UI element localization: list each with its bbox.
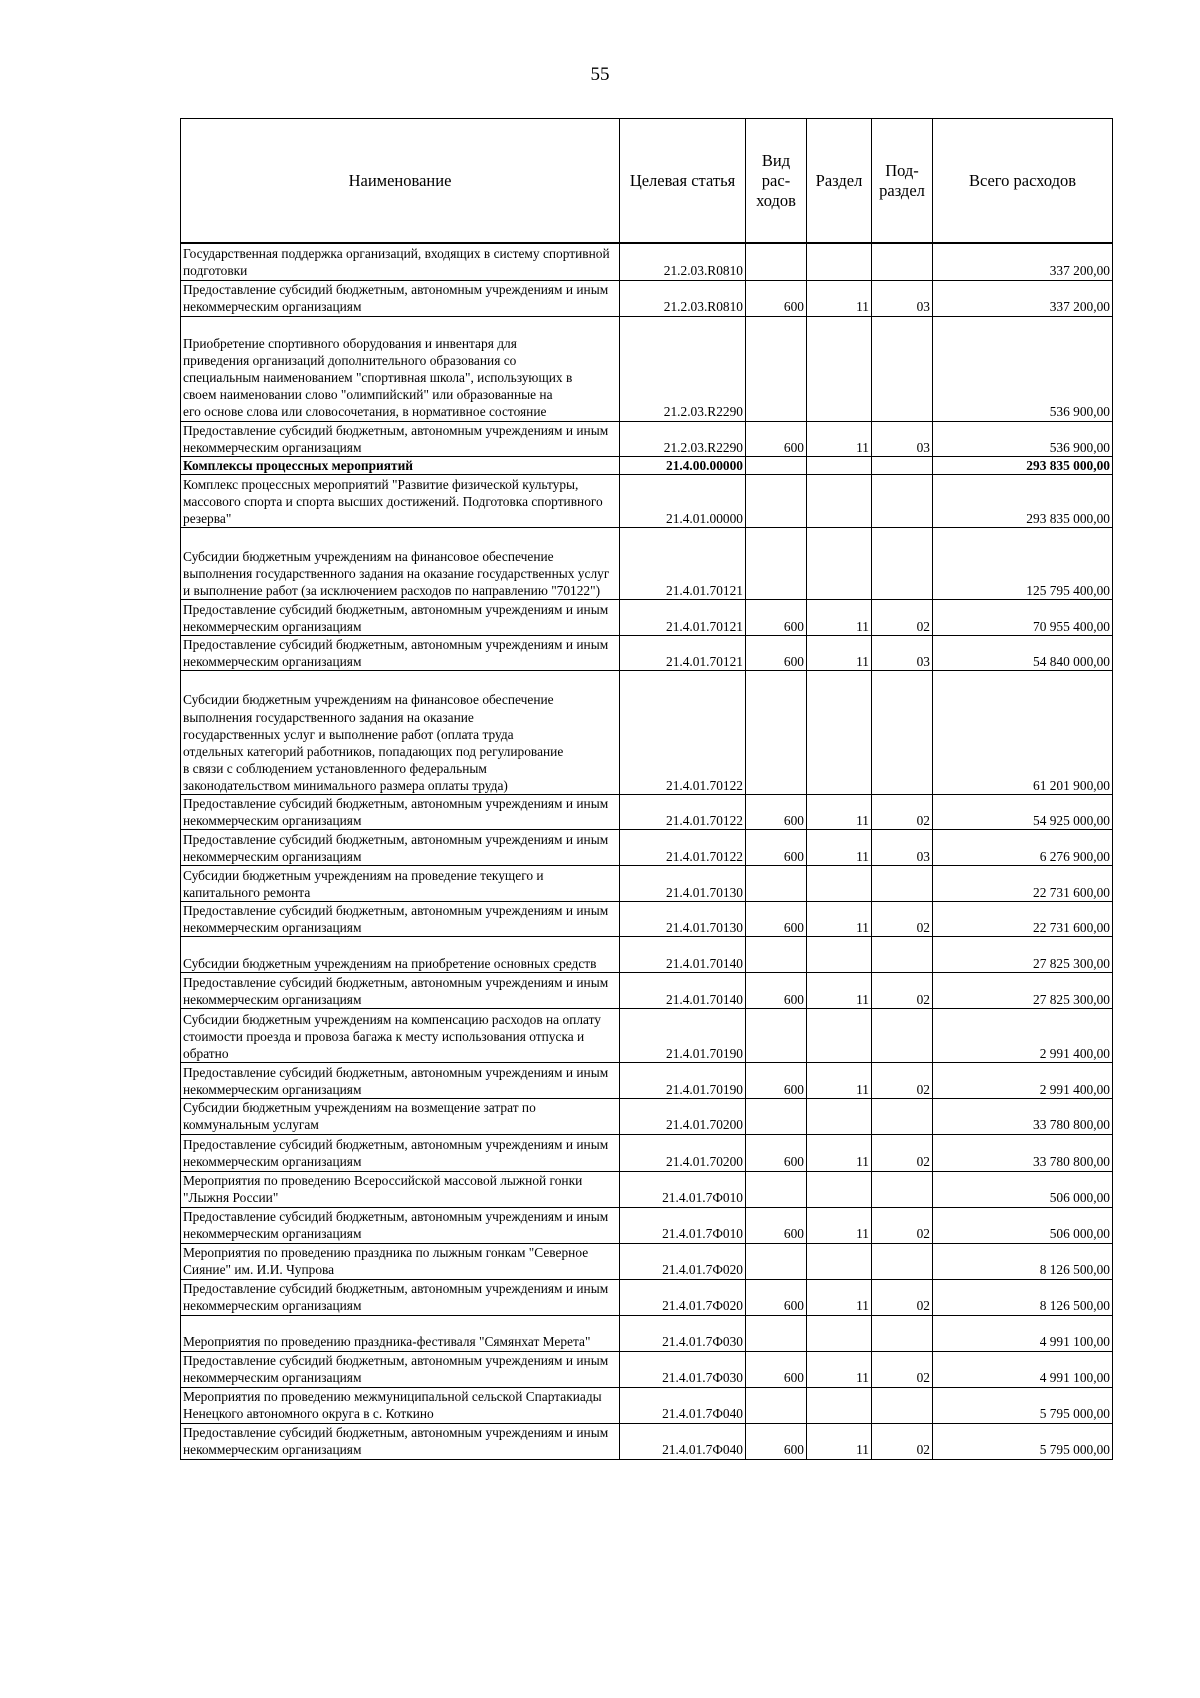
row-expense-type [746,243,807,280]
row-subsection [872,243,933,280]
row-name: Комплекс процессных мероприятий "Развитие физической культуры, массового спорта и спорта высших достижений. Подготовка спортивного резерва" [181,474,620,527]
row-subsection [872,1387,933,1423]
row-expense-type [746,937,807,973]
row-name: Государственная поддержка организаций, входящих в систему спортивной подготовки [181,243,620,280]
row-total: 70 955 400,00 [933,599,1113,635]
row-section [807,1009,872,1063]
table-row [181,1315,1113,1351]
row-section [807,1171,872,1207]
row-subsection: 03 [872,280,933,316]
row-total: 2 991 400,00 [933,1063,1113,1099]
row-total: 506 000,00 [933,1171,1113,1207]
row-section: 11 [807,1207,872,1243]
row-name: Предоставление субсидий бюджетным, автономным учреждениям и иным некоммерческим организациям [181,1351,620,1387]
row-total: 33 780 800,00 [933,1099,1113,1134]
row-name: Приобретение спортивного оборудования и инвентаря для приведения организаций дополнительного образования со специальным наименованием "спортивная школа", использующих в своем наименовании слово "олимпийский" или образованные на его основе слова или словосочетания, в нормативное состояние [181,316,620,421]
row-expense-type [746,1387,807,1423]
row-total: 33 780 800,00 [933,1134,1113,1171]
row-name: Предоставление субсидий бюджетным, автономным учреждениям и иным некоммерческим организациям [181,1063,620,1099]
row-name: Субсидии бюджетным учреждениям на проведение текущего и капитального ремонта [181,866,620,902]
row-target-code: 21.4.01.7Ф020 [620,1279,746,1315]
table-row [181,280,1113,316]
row-total: 4 991 100,00 [933,1351,1113,1387]
row-total: 61 201 900,00 [933,670,1113,794]
row-target-code: 21.2.03.R2290 [620,421,746,456]
row-name: Субсидии бюджетным учреждениям на финансовое обеспечение выполнения государственного задания на оказание государственных услуг и выполнение работ (оплата труда отдельных категорий работников, попадающих под регулирование в связи с соблюдением установленного федеральным законодательством минимального размера оплаты труда) [181,670,620,794]
row-section [807,670,872,794]
row-total: 293 835 000,00 [933,456,1113,474]
table-row [181,1207,1113,1243]
row-name: Предоставление субсидий бюджетным, автономным учреждениям и иным некоммерческим организациям [181,1279,620,1315]
row-total: 293 835 000,00 [933,474,1113,527]
header-expense-type: Вид рас-ходов [746,119,807,244]
table-row [181,794,1113,829]
row-name: Предоставление субсидий бюджетным, автономным учреждениям и иным некоммерческим организациям [181,280,620,316]
row-target-code: 21.4.01.70190 [620,1009,746,1063]
row-name: Предоставление субсидий бюджетным, автономным учреждениям и иным некоммерческим организациям [181,830,620,866]
row-total: 2 991 400,00 [933,1009,1113,1063]
row-expense-type [746,1243,807,1279]
row-target-code: 21.4.01.70121 [620,599,746,635]
row-subsection [872,1243,933,1279]
header-name: Наименование [181,119,620,244]
row-subsection [872,1315,933,1351]
header-row [181,119,1113,244]
row-total: 22 731 600,00 [933,866,1113,902]
row-target-code: 21.2.03.R0810 [620,243,746,280]
table-row [181,973,1113,1009]
row-subsection [872,670,933,794]
row-expense-type [746,1315,807,1351]
row-expense-type: 600 [746,830,807,866]
row-section: 11 [807,830,872,866]
row-target-code: 21.4.01.70122 [620,670,746,794]
row-subsection: 02 [872,1063,933,1099]
row-section: 11 [807,1423,872,1459]
row-section: 11 [807,1134,872,1171]
row-name: Предоставление субсидий бюджетным, автономным учреждениям и иным некоммерческим организациям [181,1423,620,1459]
row-target-code: 21.4.01.70190 [620,1063,746,1099]
row-expense-type [746,866,807,902]
header-subsection: Под-раздел [872,119,933,244]
table-row [181,937,1113,973]
row-total: 27 825 300,00 [933,937,1113,973]
row-target-code: 21.4.01.70200 [620,1099,746,1134]
row-section: 11 [807,1351,872,1387]
table-row [181,1009,1113,1063]
row-expense-type: 600 [746,1279,807,1315]
row-name: Комплексы процессных мероприятий [181,456,620,474]
row-target-code: 21.4.01.70122 [620,830,746,866]
table-row [181,1279,1113,1315]
table-row [181,1134,1113,1171]
row-expense-type: 600 [746,280,807,316]
row-expense-type: 600 [746,1134,807,1171]
row-subsection [872,527,933,599]
table-row [181,1351,1113,1387]
row-total: 54 925 000,00 [933,794,1113,829]
row-subsection: 02 [872,902,933,937]
row-expense-type [746,670,807,794]
row-subsection: 02 [872,599,933,635]
row-expense-type: 600 [746,1351,807,1387]
table-row [181,1099,1113,1134]
table-row [181,1171,1113,1207]
row-section [807,316,872,421]
row-total: 4 991 100,00 [933,1315,1113,1351]
row-subsection: 02 [872,794,933,829]
row-name: Мероприятия по проведению Всероссийской массовой лыжной гонки "Лыжня России" [181,1171,620,1207]
row-target-code: 21.2.03.R2290 [620,316,746,421]
row-target-code: 21.4.01.7Ф010 [620,1207,746,1243]
table-row [181,599,1113,635]
row-expense-type [746,316,807,421]
row-subsection [872,1099,933,1134]
row-name: Предоставление субсидий бюджетным, автономным учреждениям и иным некоммерческим организациям [181,794,620,829]
row-section: 11 [807,635,872,670]
row-target-code: 21.4.01.00000 [620,474,746,527]
table-row [181,1063,1113,1099]
row-target-code: 21.4.01.7Ф040 [620,1423,746,1459]
table-row [181,421,1113,456]
row-expense-type [746,1171,807,1207]
row-subsection: 02 [872,1207,933,1243]
row-target-code: 21.4.01.70200 [620,1134,746,1171]
budget-table [180,118,1113,1460]
row-target-code: 21.4.01.7Ф040 [620,1387,746,1423]
row-subsection [872,866,933,902]
row-total: 125 795 400,00 [933,527,1113,599]
row-name: Субсидии бюджетным учреждениям на возмещение затрат по коммунальным услугам [181,1099,620,1134]
row-target-code: 21.4.01.70122 [620,794,746,829]
row-section: 11 [807,599,872,635]
row-expense-type: 600 [746,973,807,1009]
row-section [807,1099,872,1134]
table-row [181,1387,1113,1423]
row-expense-type: 600 [746,794,807,829]
row-target-code: 21.4.01.70140 [620,973,746,1009]
row-target-code: 21.4.01.70130 [620,902,746,937]
row-target-code: 21.4.01.70121 [620,635,746,670]
row-target-code: 21.4.01.7Ф010 [620,1171,746,1207]
row-section: 11 [807,973,872,1009]
table-row [181,635,1113,670]
row-expense-type: 600 [746,635,807,670]
row-section [807,1387,872,1423]
row-subsection: 02 [872,1423,933,1459]
row-section [807,866,872,902]
row-subsection: 02 [872,1279,933,1315]
table-row [181,527,1113,599]
row-expense-type: 600 [746,421,807,456]
row-subsection [872,456,933,474]
row-expense-type [746,1099,807,1134]
row-subsection: 02 [872,1134,933,1171]
row-expense-type [746,456,807,474]
row-name: Мероприятия по проведению праздника по лыжным гонкам "Северное Сияние" им. И.И. Чупрова [181,1243,620,1279]
row-total: 536 900,00 [933,421,1113,456]
table-row [181,830,1113,866]
row-section [807,527,872,599]
table-row [181,243,1113,280]
table-row [181,670,1113,794]
header-total: Всего расходов [933,119,1113,244]
row-target-code: 21.4.00.00000 [620,456,746,474]
table-row [181,1423,1113,1459]
row-total: 337 200,00 [933,243,1113,280]
row-total: 27 825 300,00 [933,973,1113,1009]
row-expense-type: 600 [746,1423,807,1459]
row-name: Субсидии бюджетным учреждениям на компенсацию расходов на оплату стоимости проезда и провоза багажа к месту использования отпуска и обратно [181,1009,620,1063]
row-total: 22 731 600,00 [933,902,1113,937]
row-name: Предоставление субсидий бюджетным, автономным учреждениям и иным некоммерческим организациям [181,421,620,456]
row-name: Предоставление субсидий бюджетным, автономным учреждениям и иным некоммерческим организациям [181,902,620,937]
row-subsection: 02 [872,973,933,1009]
row-total: 337 200,00 [933,280,1113,316]
row-subsection: 03 [872,421,933,456]
row-total: 5 795 000,00 [933,1387,1113,1423]
row-name: Предоставление субсидий бюджетным, автономным учреждениям и иным некоммерческим организациям [181,599,620,635]
row-name: Мероприятия по проведению межмуниципальной сельской Спартакиады Ненецкого автономного округа в с. Коткино [181,1387,620,1423]
row-section: 11 [807,902,872,937]
row-subsection: 03 [872,830,933,866]
row-target-code: 21.4.01.70130 [620,866,746,902]
row-name: Мероприятия по проведению праздника-фестиваля "Сямянхат Мерета" [181,1315,620,1351]
header-section: Раздел [807,119,872,244]
page-number: 55 [590,64,610,85]
row-section: 11 [807,421,872,456]
row-section: 11 [807,280,872,316]
row-target-code: 21.4.01.7Ф030 [620,1315,746,1351]
table-row [181,902,1113,937]
row-total: 5 795 000,00 [933,1423,1113,1459]
row-target-code: 21.4.01.70121 [620,527,746,599]
row-section: 11 [807,1279,872,1315]
row-expense-type [746,1009,807,1063]
row-expense-type: 600 [746,902,807,937]
row-name: Субсидии бюджетным учреждениям на финансовое обеспечение выполнения государственного задания на оказание государственных услуг и выполнение работ (за исключением расходов по направлению "70122") [181,527,620,599]
row-section [807,1315,872,1351]
row-section [807,937,872,973]
row-subsection [872,1171,933,1207]
row-target-code: 21.4.01.70140 [620,937,746,973]
table-row [181,866,1113,902]
row-subsection [872,316,933,421]
row-total: 8 126 500,00 [933,1279,1113,1315]
row-expense-type: 600 [746,599,807,635]
table-row [181,456,1113,474]
row-total: 506 000,00 [933,1207,1113,1243]
row-target-code: 21.2.03.R0810 [620,280,746,316]
row-total: 54 840 000,00 [933,635,1113,670]
row-name: Субсидии бюджетным учреждениям на приобретение основных средств [181,937,620,973]
table-row [181,474,1113,527]
row-target-code: 21.4.01.7Ф030 [620,1351,746,1387]
row-section: 11 [807,1063,872,1099]
row-section [807,1243,872,1279]
row-total: 6 276 900,00 [933,830,1113,866]
row-expense-type: 600 [746,1207,807,1243]
table-row [181,316,1113,421]
row-expense-type [746,474,807,527]
header-target-code: Целевая статья [620,119,746,244]
row-target-code: 21.4.01.7Ф020 [620,1243,746,1279]
row-subsection [872,1009,933,1063]
row-name: Предоставление субсидий бюджетным, автономным учреждениям и иным некоммерческим организациям [181,973,620,1009]
row-section [807,456,872,474]
row-subsection [872,474,933,527]
row-section [807,474,872,527]
row-section [807,243,872,280]
row-subsection: 03 [872,635,933,670]
table-row [181,1243,1113,1279]
row-section: 11 [807,794,872,829]
row-subsection: 02 [872,1351,933,1387]
row-total: 536 900,00 [933,316,1113,421]
row-name: Предоставление субсидий бюджетным, автономным учреждениям и иным некоммерческим организациям [181,635,620,670]
row-name: Предоставление субсидий бюджетным, автономным учреждениям и иным некоммерческим организациям [181,1207,620,1243]
row-name: Предоставление субсидий бюджетным, автономным учреждениям и иным некоммерческим организациям [181,1134,620,1171]
row-subsection [872,937,933,973]
row-expense-type [746,527,807,599]
row-expense-type: 600 [746,1063,807,1099]
row-total: 8 126 500,00 [933,1243,1113,1279]
